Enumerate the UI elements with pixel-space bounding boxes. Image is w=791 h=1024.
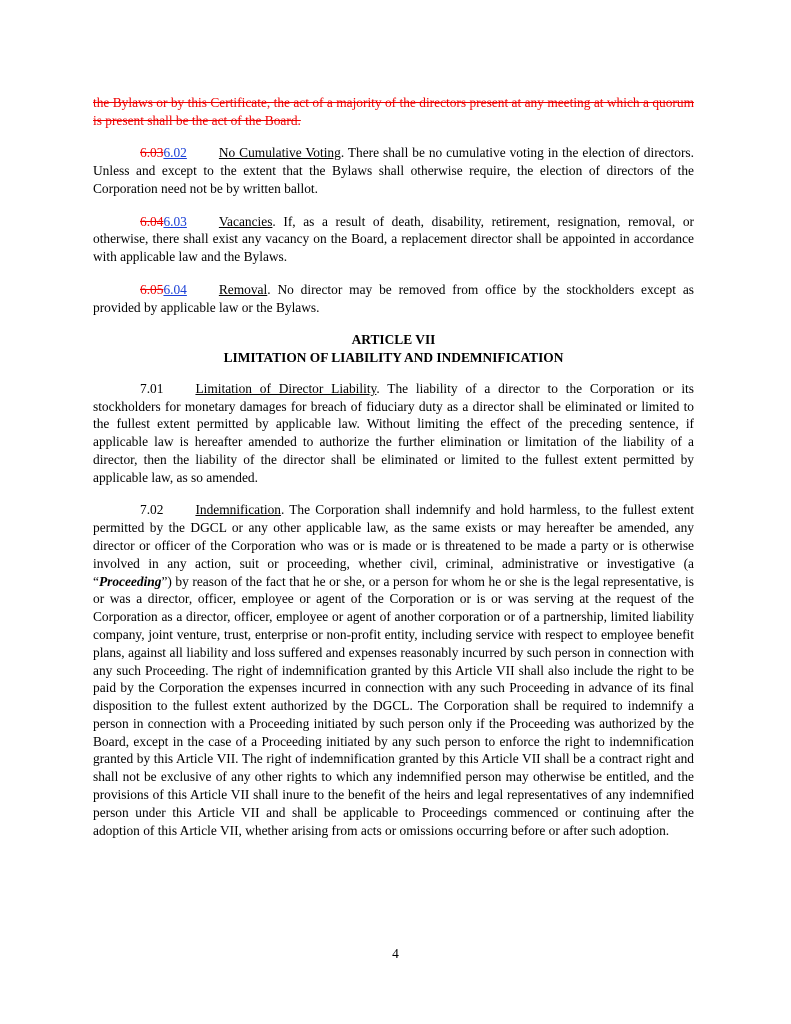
section-body-start: . The Corporation shall indemnify and hold harmless, to the fullest extent permitted by the DGCL or any other applicable law, as the same exists or may hereafter be amended, any director or officer of the Corporation who was or is made or is threatened to be made a party or is otherwise involved in any action, suit or proceeding, whether civil, criminal, administrative or investigative (a “	[93, 502, 694, 589]
section-7-01	[93, 380, 694, 487]
section-6-03	[93, 213, 694, 266]
deleted-paragraph	[93, 94, 694, 130]
section-body: . The liability of a director to the Corporation or its stockholders for monetary damages for breach of fiduciary duty as a director shall be eliminated or limited to the fullest extent permitted by applicable law. Without limiting the effect of the preceding sentence, if applicable law is hereafter amended to authorize the further elimination or limitation of the liability of a director, then the liability of the director shall be eliminated or limited to the fullest extent permitted by applicable law, as so amended.	[93, 380, 694, 485]
section-number: 7.02	[140, 502, 164, 518]
article-title: LIMITATION OF LIABILITY AND INDEMNIFICATION	[223, 349, 564, 365]
section-body: . If, as a result of death, disability, retirement, resignation, removal, or otherwise, there shall exist any vacancy on the Board, a replacement director shall be appointed in accordance with applicable law and the Bylaws.	[93, 213, 694, 265]
article-number: ARTICLE VII	[351, 332, 436, 348]
page-number: 4	[392, 946, 399, 961]
section-title: Vacancies	[218, 213, 273, 229]
section-6-02	[93, 144, 694, 197]
section-number: 7.01	[140, 380, 164, 396]
section-body-end: ”) by reason of the fact that he or she, or a person for whom he or she is the legal representative, is or was a director, officer, employee or agent of the Corporation or is or was serving at the request of the Corporation as a director, officer, employee or agent of another corporation or of a partnership, limited liability company, joint venture, trust, enterprise or non-profit entity, including service with respect to employee benefit plans, against all liability and loss suffered and expenses reasonably incurred by such person in connection with any such Proceeding. The right of indemnification granted by this Article VII shall also include the right to be paid by the Corporation the expenses incurred in connection with any such Proceeding in advance of its final disposition to the fullest extent authorized by the DGCL. The Corporation shall be required to indemnify a person in connection with a Proceeding initiated by such person only if the Proceeding was authorized by the Board, except in the case of a Proceeding initiated by any such person to enforce the right to indemnification granted by this Article VII. The right of indemnification granted by this Article VII shall be a contract right and shall not be exclusive of any other rights to which any indemnified person may otherwise be entitled, and the provisions of this Article VII shall inure to the benefit of the heirs and legal representatives of any indemnified person under this Article VII and shall be applicable to Proceedings commenced or continuing after the adoption of this Article VII, whether arising from acts or omissions occurring before or after such adoption.	[93, 573, 694, 838]
old-section-number: 6.03	[140, 145, 164, 161]
document-page	[93, 94, 694, 854]
new-section-number: 6.02	[163, 145, 187, 161]
section-title: Removal	[218, 281, 268, 297]
article-heading	[93, 331, 694, 367]
old-section-number: 6.05	[140, 281, 164, 297]
new-section-number: 6.04	[163, 281, 187, 297]
defined-term: Proceeding	[98, 573, 162, 589]
section-title: Limitation of Director Liability	[195, 380, 377, 396]
section-7-02	[93, 501, 694, 839]
section-body: . No director may be removed from office by the stockholders except as provided by applicable law or the Bylaws.	[93, 281, 694, 315]
section-6-04	[93, 281, 694, 317]
section-title: No Cumulative Voting	[218, 145, 341, 161]
new-section-number: 6.03	[163, 213, 187, 229]
section-body: . There shall be no cumulative voting in the election of directors. Unless and except to the extent that the Bylaws shall otherwise require, the election of directors of the Corporation need not be by written ballot.	[93, 145, 694, 196]
section-title: Indemnification	[195, 502, 281, 518]
deleted-text: the Bylaws or by this Certificate, the act of a majority of the directors present at any meeting at which a quorum is present shall be the act of the Board.	[93, 95, 694, 128]
old-section-number: 6.04	[140, 213, 164, 229]
